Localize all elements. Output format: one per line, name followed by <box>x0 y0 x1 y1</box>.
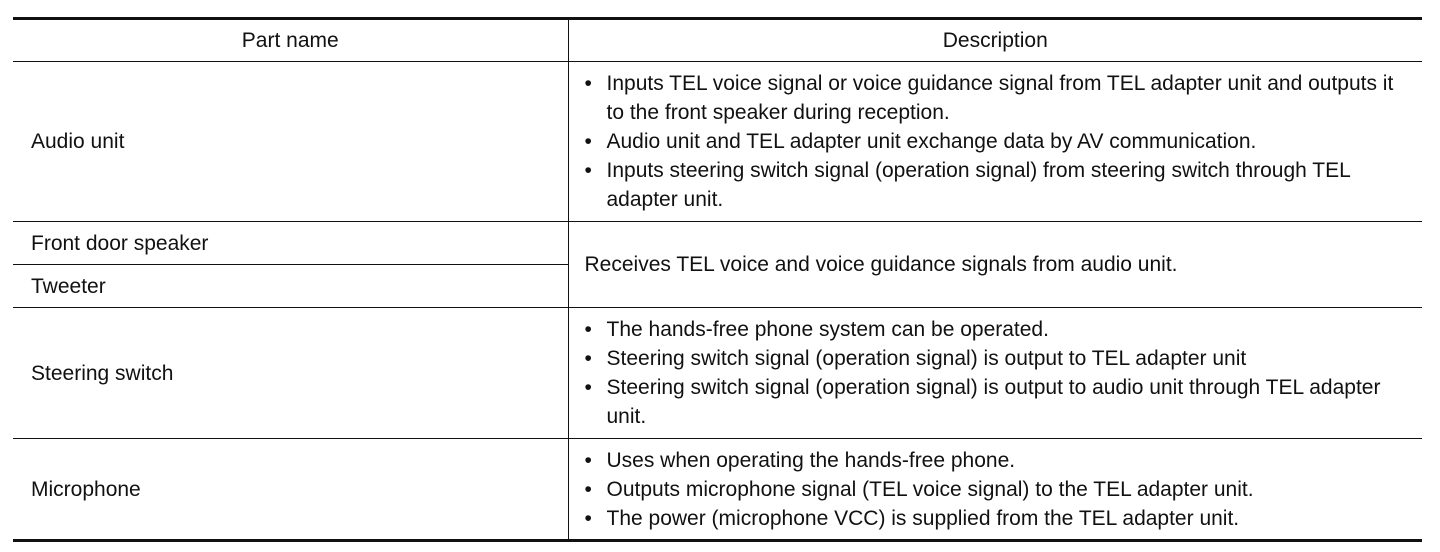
description-cell <box>568 439 1422 541</box>
header-part-name: Part name <box>13 19 568 62</box>
part-name-cell: Audio unit <box>13 62 568 222</box>
description-bullet-list <box>585 315 1411 431</box>
description-bullet: • Uses when operating the hands-free phone. <box>585 446 1411 475</box>
part-name-cell: Tweeter <box>13 265 568 308</box>
description-bullet: • Inputs TEL voice signal or voice guidance signal from TEL adapter unit and outputs it to the front speaker during reception. <box>585 69 1411 127</box>
table-row-steering-switch <box>13 308 1422 439</box>
header-row <box>13 19 1422 62</box>
description-bullet: • Outputs microphone signal (TEL voice signal) to the TEL adapter unit. <box>585 475 1411 504</box>
description-cell <box>568 308 1422 439</box>
table-row-audio-unit <box>13 62 1422 222</box>
description-bullet: • Steering switch signal (operation signal) is output to TEL adapter unit <box>585 344 1411 373</box>
table-body <box>13 62 1422 541</box>
description-bullet: • Steering switch signal (operation signal) is output to audio unit through TEL adapter unit. <box>585 373 1411 431</box>
description-cell: Receives TEL voice and voice guidance signals from audio unit. <box>584 253 1178 276</box>
description-bullet-list <box>585 446 1411 533</box>
description-bullet: • The hands-free phone system can be operated. <box>585 315 1411 344</box>
description-bullet: • The power (microphone VCC) is supplied from the TEL adapter unit. <box>585 504 1411 533</box>
description-cell <box>568 62 1422 222</box>
table-header <box>13 19 1422 62</box>
table-row-front-door-speaker <box>13 222 1422 265</box>
description-bullet-list <box>585 69 1411 214</box>
description-bullet: • Inputs steering switch signal (operation signal) from steering switch through TEL adapter unit. <box>585 156 1411 214</box>
part-name-cell: Front door speaker <box>13 222 568 265</box>
part-name-cell: Steering switch <box>13 308 568 439</box>
header-description: Description <box>942 29 1048 52</box>
description-bullet: • Audio unit and TEL adapter unit exchange data by AV communication. <box>585 127 1411 156</box>
table-row-microphone <box>13 439 1422 541</box>
part-name-cell: Microphone <box>13 439 568 541</box>
parts-description-table <box>13 17 1422 542</box>
